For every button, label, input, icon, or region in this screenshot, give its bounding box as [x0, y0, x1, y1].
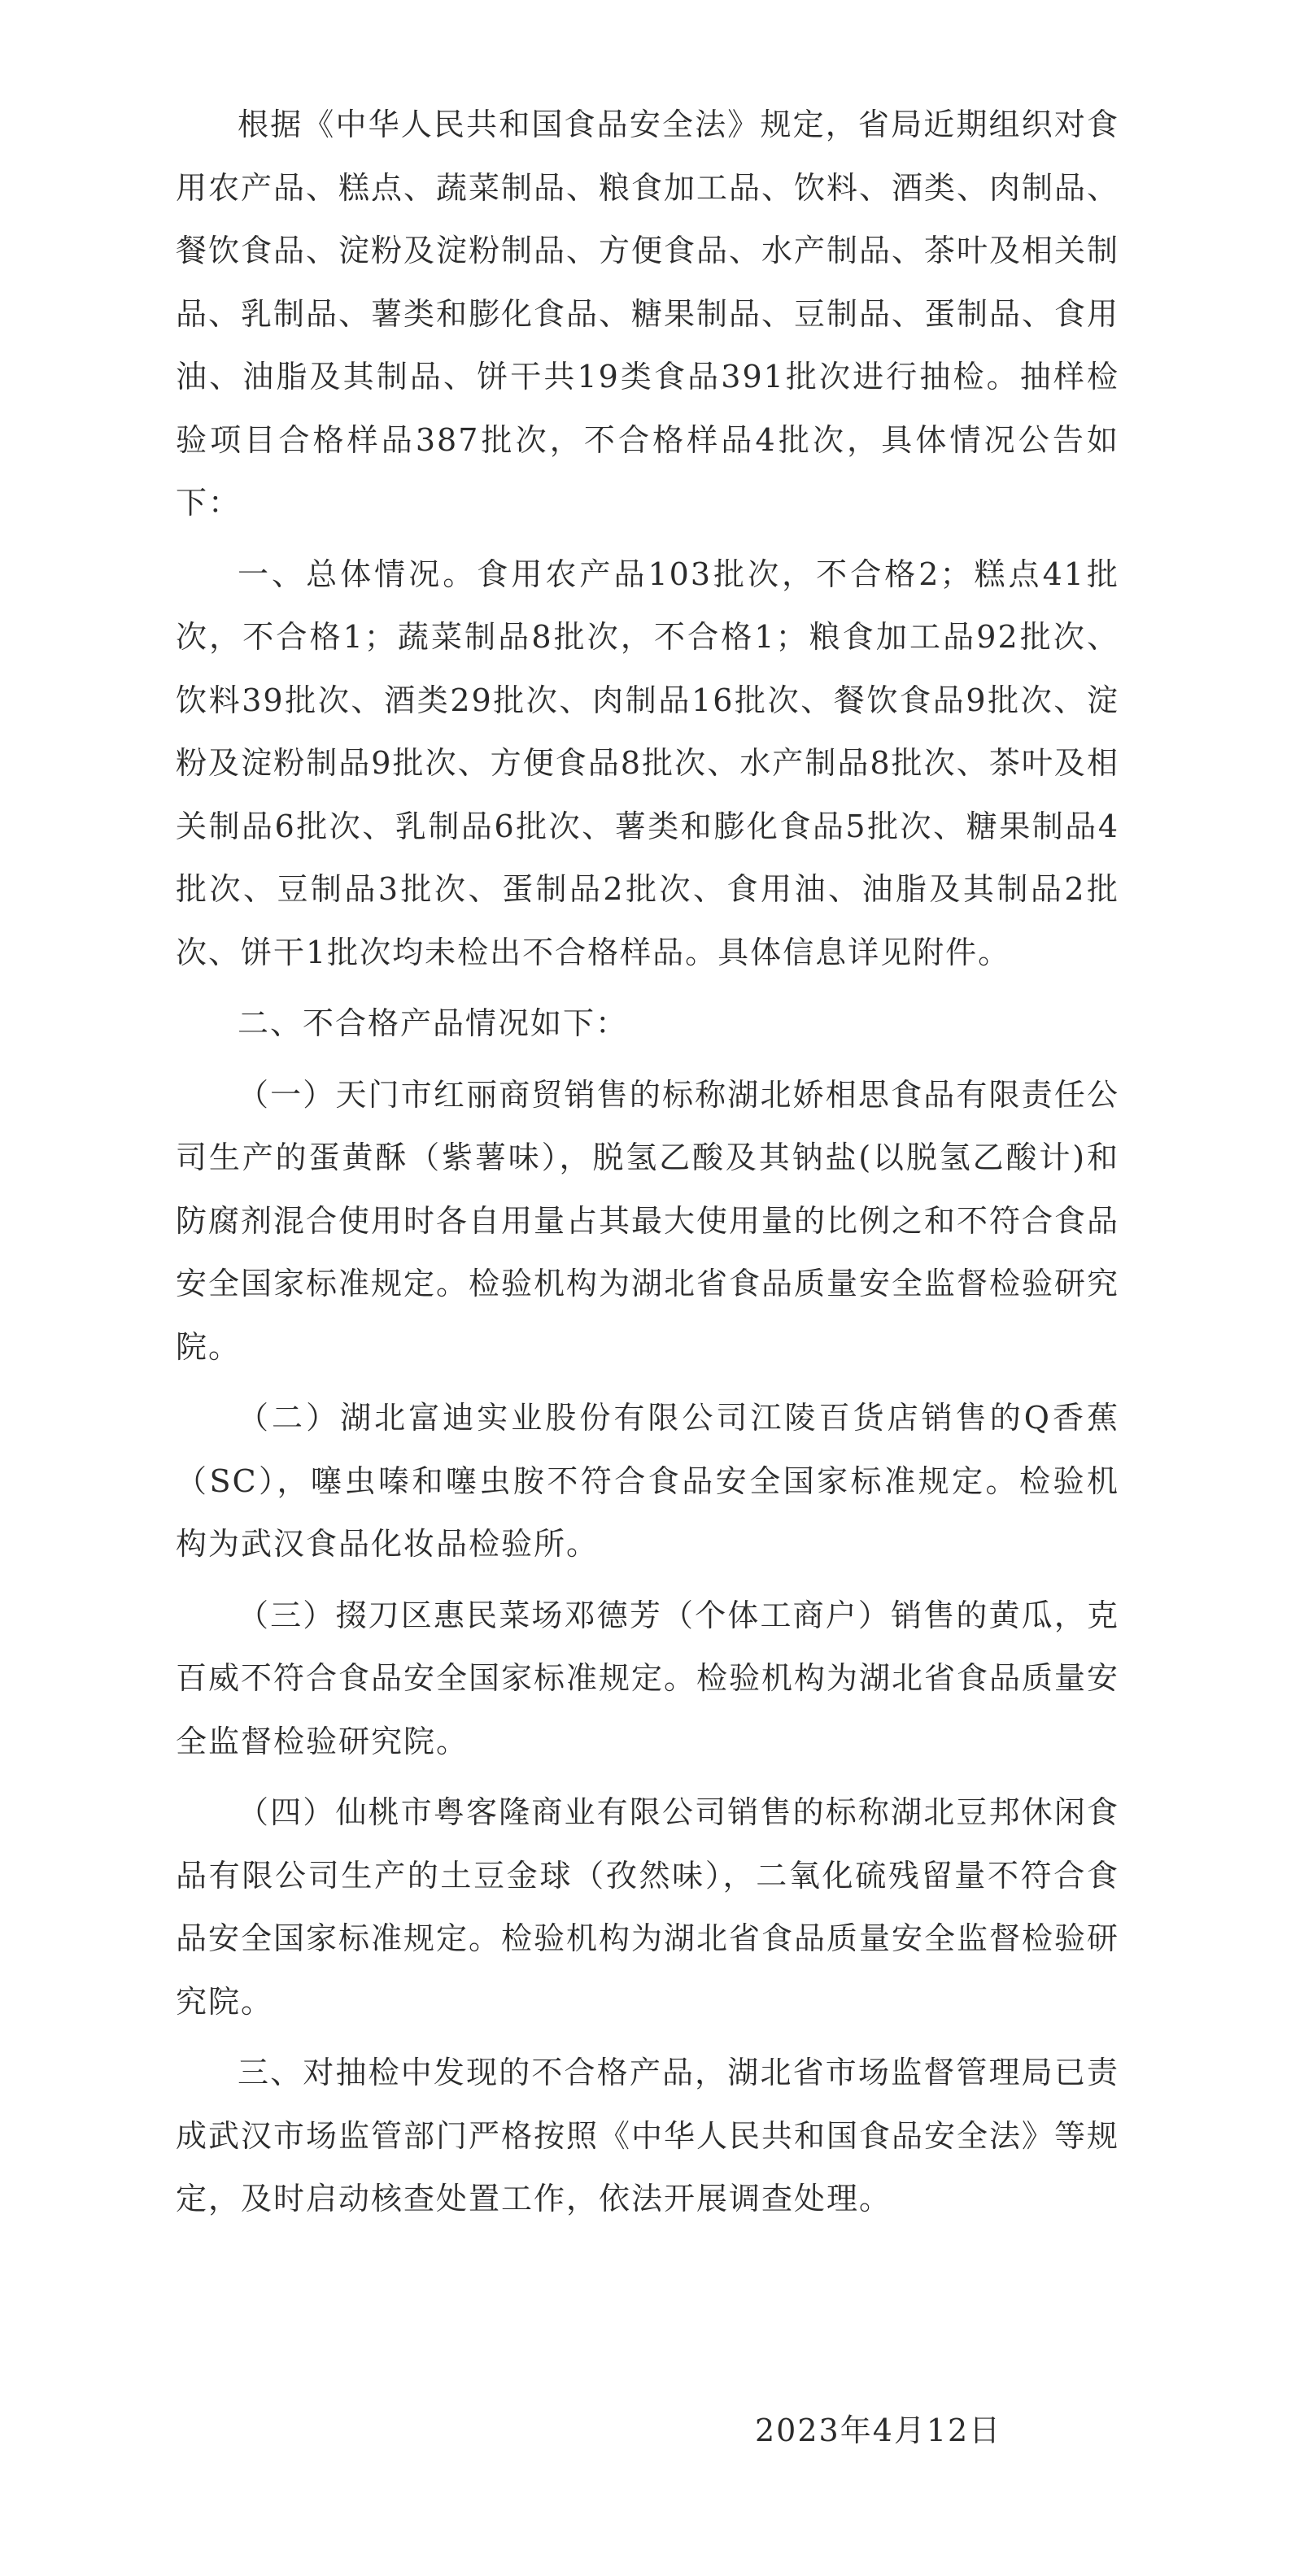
paragraph-item-3: （三）掇刀区惠民菜场邓德芳（个体工商户）销售的黄瓜，克百威不符合食品安全国家标准规定。检验机构为湖北省食品质量安全监督检验研究院。: [176, 1597, 1120, 1759]
paragraph-item-2: （二）湖北富迪实业股份有限公司江陵百货店销售的Q香蕉（SC），噻虫嗪和噻虫胺不符合食品安全国家标准规定。检验机构为武汉食品化妆品检验所。: [176, 1400, 1119, 1562]
document-date: 2023年4月12日: [755, 2413, 1002, 2448]
paragraph-overall-situation: 一、总体情况。食用农产品103批次，不合格2；糕点41批次，不合格1；蔬菜制品8批次，不合格1；粮食加工品92批次、饮料39批次、酒类29批次、肉制品16批次、餐饮食品9批次、淀粉及淀粉制品9批次、方便食品8批次、水产制品8批次、茶叶及相关制品6批次、乳制品6批次、薯类和膨化食品5批次、糖果制品4批次、豆制品3批次、蛋制品2批次、食用油、油脂及其制品2批次、饼干1批次均未检出不合格样品。具体信息详见附件。: [176, 556, 1119, 970]
document-body: [176, 94, 1119, 2239]
paragraph-handling: 三、对抽检中发现的不合格产品，湖北省市场监督管理局已责成武汉市场监管部门严格按照《中华人民共和国食品安全法》等规定，及时启动核查处置工作，依法开展调查处理。: [176, 2055, 1120, 2216]
paragraph-item-1: （一）天门市红丽商贸销售的标称湖北娇相思食品有限责任公司生产的蛋黄酥（紫薯味），脱氢乙酸及其钠盐(以脱氢乙酸计)和防腐剂混合使用时各自用量占其最大使用量的比例之和不符合食品安全国家标准规定。检验机构为湖北省食品质量安全监督检验研究院。: [176, 1076, 1120, 1365]
paragraph-intro: 根据《中华人民共和国食品安全法》规定，省局近期组织对食用农产品、糕点、蔬菜制品、粮食加工品、饮料、酒类、肉制品、餐饮食品、淀粉及淀粉制品、方便食品、水产制品、茶叶及相关制品、乳制品、薯类和膨化食品、糖果制品、豆制品、蛋制品、食用油、油脂及其制品、饼干共19类食品391批次进行抽检。抽样检验项目合格样品387批次，不合格样品4批次，具体情况公告如下：: [176, 107, 1120, 521]
paragraph-item-4: （四）仙桃市粤客隆商业有限公司销售的标称湖北豆邦休闲食品有限公司生产的土豆金球（孜然味），二氧化硫残留量不符合食品安全国家标准规定。检验机构为湖北省食品质量安全监督检验研究院。: [176, 1794, 1120, 2020]
paragraph-section-heading-unqualified: 二、不合格产品情况如下：: [238, 1005, 629, 1041]
